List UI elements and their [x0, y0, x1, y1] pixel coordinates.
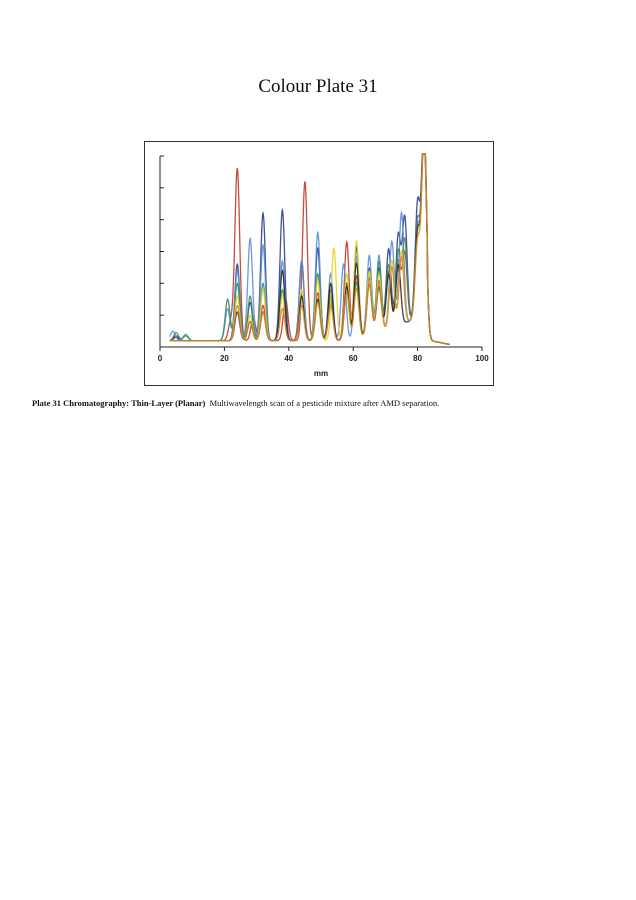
x-axis-label: mm — [313, 369, 329, 378]
x-tick-label-20: 20 — [219, 354, 229, 363]
page-title: Colour Plate 31 — [258, 76, 378, 97]
x-tick-label-60: 60 — [348, 354, 358, 363]
caption-text: Multiwavelength scan of a pesticide mixture after AMD separation. — [209, 398, 440, 408]
x-tick-label-80: 80 — [413, 354, 423, 363]
x-tick-label-40: 40 — [284, 354, 294, 363]
x-tick-label-100: 100 — [475, 354, 489, 363]
chromatogram-chart — [145, 142, 493, 385]
x-tick-label-0: 0 — [157, 354, 163, 363]
figure-caption — [32, 398, 612, 408]
chromatogram-figure — [144, 141, 494, 386]
caption-lead: Plate 31 Chromatography: Thin-Layer (Planar) — [32, 398, 206, 408]
